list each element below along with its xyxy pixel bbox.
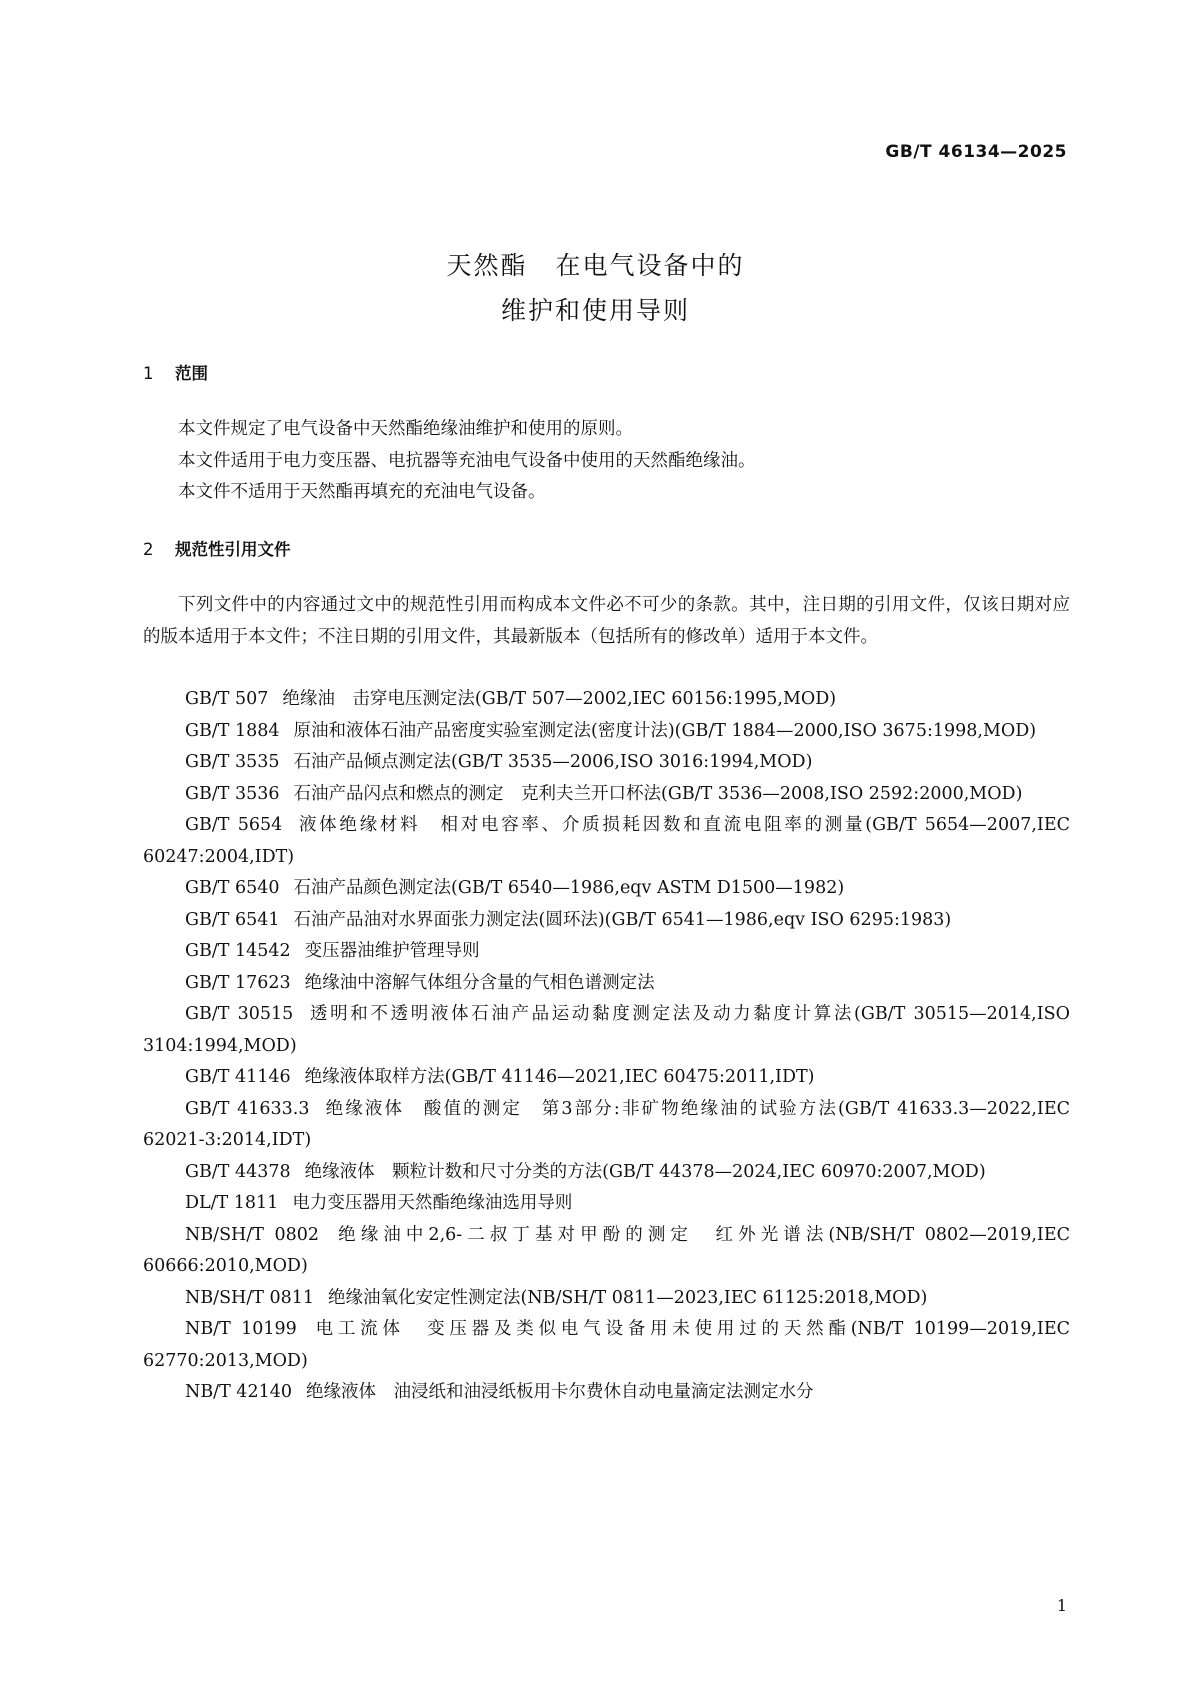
- reference-code: GB/T 6541: [185, 909, 280, 930]
- reference-title: 绝缘油氧化安定性测定法(NB/SH/T 0811—2023,IEC 61125:2018,MOD): [328, 1287, 928, 1308]
- section-number: 1: [143, 364, 154, 383]
- reference-title: 变压器油维护管理导则: [304, 941, 480, 961]
- page-number: 1: [1056, 1596, 1067, 1615]
- reference-item: [143, 968, 1070, 1000]
- reference-title: 绝缘液体 酸值的测定 第3部分:非矿物绝缘油的试验方法(GB/T 41633.3—2022,IEC 62021-3:2014,IDT): [143, 1098, 1070, 1150]
- reference-title: 透明和不透明液体石油产品运动黏度测定法及动力黏度计算法(GB/T 30515—2014,ISO 3104:1994,MOD): [143, 1004, 1070, 1056]
- reference-item: [143, 999, 1070, 1062]
- reference-item: [143, 936, 1070, 968]
- reference-code: GB/T 41633.3: [185, 1098, 310, 1119]
- reference-code: NB/SH/T 0802: [185, 1224, 320, 1245]
- reference-code: GB/T 3535: [185, 752, 280, 772]
- reference-code: GB/T 6540: [185, 878, 280, 898]
- reference-item: [143, 873, 1070, 905]
- reference-list: [143, 684, 1070, 1409]
- reference-code: NB/T 10199: [185, 1319, 297, 1339]
- paragraph: 本文件规定了电气设备中天然酯绝缘油维护和使用的原则。: [178, 419, 633, 439]
- reference-item: [143, 1283, 1070, 1315]
- reference-code: GB/T 30515: [185, 1004, 294, 1024]
- section-2-intro: [143, 590, 1070, 653]
- reference-item: [143, 1188, 1070, 1220]
- reference-title: 石油产品颜色测定法(GB/T 6540—1986,eqv ASTM D1500—1982): [293, 878, 845, 898]
- reference-code: GB/T 5654: [185, 815, 283, 835]
- title-part-1: 天然酯: [446, 251, 528, 280]
- section-title: 范围: [175, 364, 208, 383]
- document-title: [0, 243, 1191, 333]
- standard-code: GB/T 46134—2025: [885, 142, 1067, 162]
- title-line-2: 维护和使用导则: [500, 296, 690, 325]
- reference-title: 电工流体 变压器及类似电气设备用未使用过的天然酯(NB/T 10199—2019,IEC 62770:2013,MOD): [143, 1319, 1070, 1371]
- reference-item: [143, 747, 1070, 779]
- reference-code: GB/T 1884: [185, 720, 280, 741]
- section-1-heading: [143, 360, 208, 384]
- reference-title: 原油和液体石油产品密度实验室测定法(密度计法)(GB/T 1884—2000,ISO 3675:1998,MOD): [293, 720, 1037, 741]
- section-title: 规范性引用文件: [175, 540, 291, 559]
- reference-code: GB/T 41146: [185, 1067, 291, 1087]
- reference-item: [143, 779, 1070, 811]
- reference-title: 液体绝缘材料 相对电容率、介质损耗因数和直流电阻率的测量(GB/T 5654—2007,IEC 60247:2004,IDT): [143, 815, 1070, 867]
- reference-title: 石油产品油对水界面张力测定法(圆环法)(GB/T 6541—1986,eqv ISO 6295:1983): [293, 909, 952, 930]
- reference-title: 绝缘油中2,6-二叔丁基对甲酚的测定 红外光谱法(NB/SH/T 0802—2019,IEC 60666:2010,MOD): [143, 1224, 1070, 1276]
- reference-title: 绝缘油 击穿电压测定法(GB/T 507—2002,IEC 60156:1995,MOD): [282, 689, 837, 709]
- reference-title: 绝缘油中溶解气体组分含量的气相色谱测定法: [304, 972, 655, 993]
- reference-title: 电力变压器用天然酯绝缘油选用导则: [292, 1193, 573, 1213]
- paragraph: 下列文件中的内容通过文中的规范性引用而构成本文件必不可少的条款。其中，注日期的引用文件，仅该日期对应的版本适用于本文件；不注日期的引用文件，其最新版本（包括所有的修改单）适用于本文件。: [143, 595, 1070, 647]
- section-2-heading: [143, 536, 291, 560]
- reference-item: [143, 684, 1070, 716]
- reference-title: 绝缘液体 颗粒计数和尺寸分类的方法(GB/T 44378—2024,IEC 60970:2007,MOD): [304, 1161, 986, 1182]
- reference-title: 石油产品倾点测定法(GB/T 3535—2006,ISO 3016:1994,MOD): [293, 752, 813, 772]
- reference-item: [143, 1377, 1070, 1409]
- section-number: 2: [143, 540, 154, 559]
- reference-code: GB/T 3536: [185, 783, 280, 804]
- reference-title: 绝缘液体 油浸纸和油浸纸板用卡尔费休自动电量滴定法测定水分: [305, 1382, 814, 1402]
- reference-item: [143, 810, 1070, 873]
- reference-item: [143, 1314, 1070, 1377]
- reference-code: GB/T 44378: [185, 1161, 291, 1182]
- title-part-2: 在电气设备中的: [555, 251, 745, 280]
- reference-item: [143, 905, 1070, 937]
- reference-item: [143, 1062, 1070, 1094]
- section-1-body: [143, 414, 1070, 509]
- reference-code: NB/T 42140: [185, 1382, 292, 1402]
- reference-code: GB/T 507: [185, 689, 269, 709]
- reference-item: [143, 1157, 1070, 1189]
- paragraph: 本文件不适用于天然酯再填充的充油电气设备。: [178, 482, 546, 502]
- title-line-1: [0, 243, 1191, 288]
- reference-code: GB/T 17623: [185, 972, 291, 993]
- reference-code: GB/T 14542: [185, 941, 291, 961]
- reference-item: [143, 1094, 1070, 1157]
- paragraph: 本文件适用于电力变压器、电抗器等充油电气设备中使用的天然酯绝缘油。: [178, 450, 756, 471]
- reference-title: 绝缘液体取样方法(GB/T 41146—2021,IEC 60475:2011,IDT): [304, 1067, 815, 1087]
- reference-title: 石油产品闪点和燃点的测定 克利夫兰开口杯法(GB/T 3536—2008,ISO 2592:2000,MOD): [293, 783, 1023, 804]
- reference-code: NB/SH/T 0811: [185, 1287, 314, 1308]
- reference-item: [143, 716, 1070, 748]
- reference-item: [143, 1220, 1070, 1283]
- reference-code: DL/T 1811: [185, 1193, 279, 1213]
